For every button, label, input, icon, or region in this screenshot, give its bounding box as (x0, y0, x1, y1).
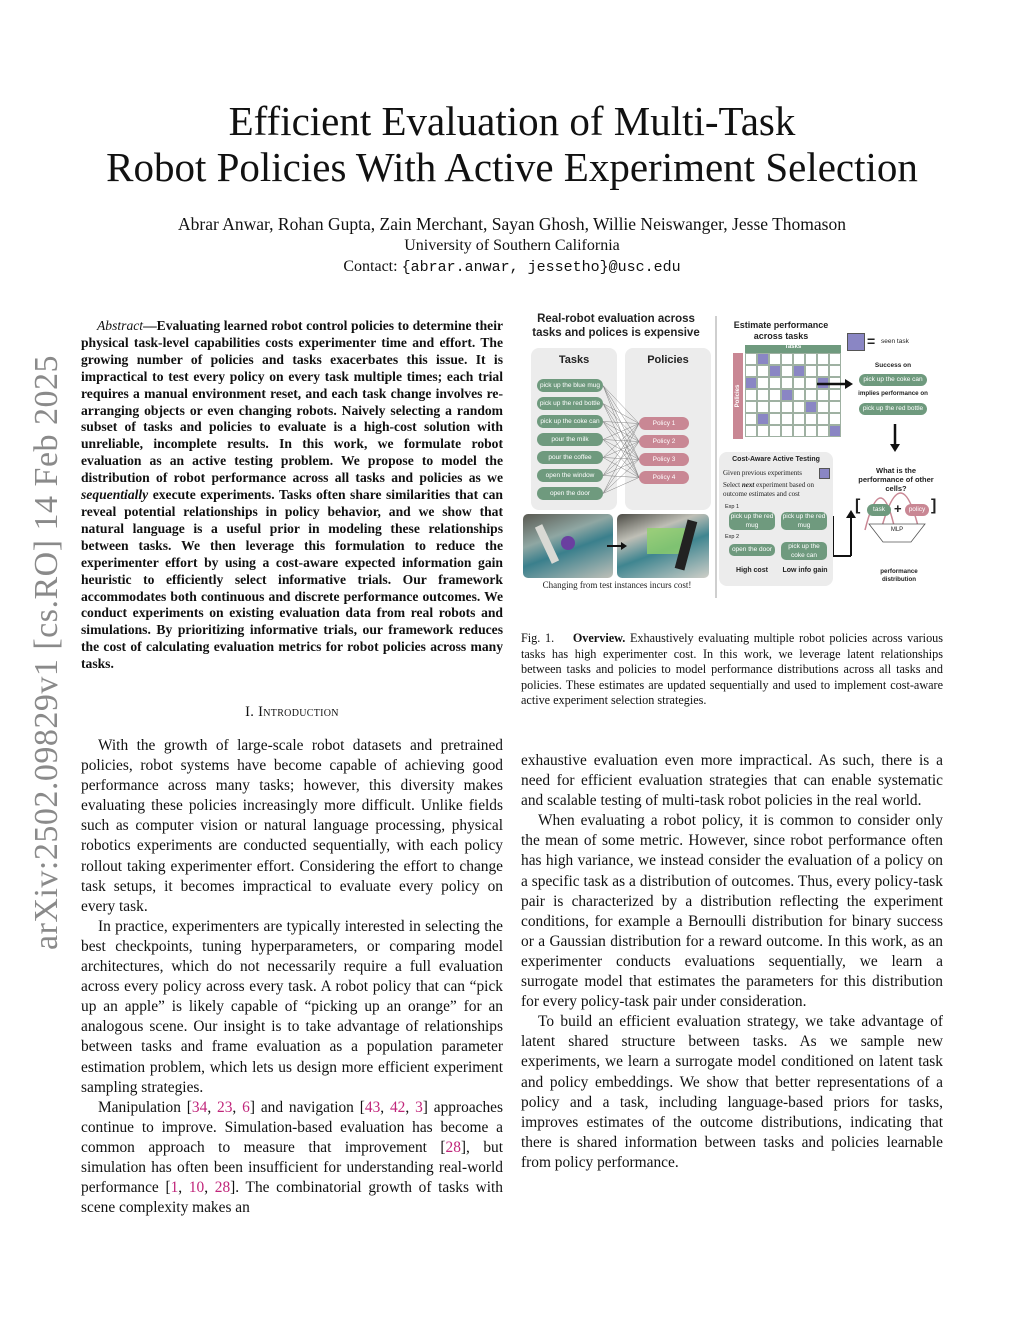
text-run: , (405, 1098, 416, 1116)
select-text-b: experiment based on outcome estimates and cost (723, 481, 814, 498)
policy-embedding: policy (905, 504, 929, 516)
author-list: Abrar Anwar, Rohan Gupta, Zain Merchant, Sayan Ghosh, Willie Neiswanger, Jesse Thomason (178, 214, 846, 234)
right-paragraph-1: exhaustive evaluation even more impractical. As such, there is a need for efficient evaluation strategies that can enable systematic and scalable testing of multi-task robot policies in the real world. (521, 752, 943, 810)
task-embedding: task (867, 504, 891, 516)
citation-link[interactable]: 34 (191, 1098, 208, 1116)
text-run: , (204, 1179, 215, 1197)
title-line-1: Efficient Evaluation of Multi-Task (228, 98, 796, 144)
legend-equals: = (867, 333, 876, 349)
task-pill: pour the coffee (537, 451, 603, 464)
policy-pill: Policy 1 (639, 417, 689, 430)
paper-title (80, 98, 944, 190)
text-run: ], but simulation has often been insufficient for understanding real-world performance [ (81, 1138, 504, 1197)
given-label: Given previous experiments (723, 469, 802, 477)
caption-label: Fig. 1. (521, 631, 555, 645)
text-run: Manipulation [ (98, 1098, 192, 1116)
abstract-dash: — (143, 318, 157, 333)
abstract (81, 318, 503, 673)
exp1-right-pill: pick up the red mug (782, 513, 826, 529)
policy-pill: Policy 3 (639, 453, 689, 466)
exp2-right-pill: pick up the coke can (781, 542, 827, 560)
caption-text: Exhaustively evaluating multiple robot policies across various tasks has high experimenter cost. In this work, we leverage latent relationships between tasks and policies to model performance distributions across all tasks and policies. These estimates are updated sequentially and used to implement cost-aware active experiment selection strategies. (521, 631, 944, 708)
citation-link[interactable]: 43 (364, 1098, 381, 1116)
figure-1-overview (521, 306, 951, 606)
caption-bold: Overview. (572, 631, 626, 645)
exp1-label: Exp 1 (725, 504, 740, 510)
citation-link[interactable]: 28 (445, 1138, 461, 1156)
exp2-left-pill: open the door (729, 544, 775, 556)
task-pill: pick up the coke can (537, 415, 603, 428)
affiliation: University of Southern California (404, 237, 620, 254)
section-numeral: I. (245, 704, 259, 720)
intro-right-column (521, 751, 943, 1173)
photo-caption: Changing from test instances incurs cost! (542, 580, 692, 590)
figure-left-title: Real-robot evaluation across tasks and polices is expensive (532, 313, 700, 339)
exp1-left-pill: pick up the red mug (730, 513, 774, 529)
text-run: ]. The combinatorial growth of tasks with scene complexity makes an (81, 1179, 503, 1217)
text-run: ] and navigation [ (249, 1098, 365, 1116)
question-label: What is the performance of other cells? (858, 466, 934, 493)
intro-paragraph-3 (81, 1098, 503, 1219)
intro-left-column (81, 736, 503, 1218)
grid-title: Estimate performance across tasks (733, 320, 829, 341)
policy-pill: Policy 4 (639, 471, 689, 484)
cost-aware-title: Cost-Aware Active Testing (732, 456, 820, 463)
task-pill: open the door (537, 487, 603, 500)
intro-paragraph-1: With the growth of large-scale robot datasets and pretrained policies, robot systems have become capable of achieving good performance across many tasks; however, this diversity makes evaluating these policies increasingly more difficult. Unlike fields such as computer vision or natural language processing, physical robotics experiments are conducted sequentially, with each policy rollout taking experimenter effort. Considering the effort to change task setups, it becomes impractical to evaluate every policy on every task. (81, 737, 503, 915)
text-run: ] approaches continue to improve. Simulation-based evaluation has become a common approach to measure that improvement [ (81, 1098, 504, 1156)
mlp-label: MLP (890, 527, 904, 533)
policies-header: Policies (647, 354, 689, 366)
mlp-shape (867, 522, 927, 544)
right-paragraph-2: When evaluating a robot policy, it is common to consider only the mean of some metric. However, since robot performance often has high variance, we instead consider the evaluation of a policy on a specific task as a distribution of outcomes. Thus, every policy-task pair is characterized by a distribution reflecting the experiment conditions, for example a Bernoulli distribution for binary success or a Gaussian distribution for a reward outcome. In this work, as an experimenter conducts evaluations sequentially, we learn a surrogate model that estimates the parameters for this distribution for every policy-task pair under consideration. (521, 812, 943, 1011)
success-task-pill: pick up the coke can (859, 374, 927, 386)
task-pill: pour the milk (537, 433, 603, 446)
task-pill: open the window (537, 469, 603, 482)
task-pill: pick up the red bottle (537, 397, 603, 410)
right-paragraph-3: To build an efficient evaluation strategy, we take advantage of latent shared structure between tasks. As we sample new experiments, we learn a surrogate model conditioned on latent task and policy embeddings. We show that better representations of a policy and a task, including language-based priors for tasks, improves estimates of the outcome distributions, indicating that there is shared information between tasks and policies learnable from policy performance. (521, 1013, 943, 1171)
section-heading-introduction (81, 704, 503, 721)
citation-link[interactable]: 6 (242, 1098, 250, 1116)
contact-line (80, 257, 944, 278)
citation-link[interactable]: 23 (217, 1098, 233, 1116)
grid-policies-label: Policies (735, 384, 741, 408)
legend-label: seen task (881, 338, 909, 345)
abstract-lead: Abstract (97, 318, 144, 333)
figure-1-caption (521, 631, 943, 709)
citation-link[interactable]: 42 (389, 1098, 406, 1116)
bracket-open-icon: [ (855, 497, 861, 514)
select-label (723, 481, 831, 498)
citation-link[interactable]: 1 (170, 1179, 179, 1197)
implies-label: implies performance on (858, 390, 928, 397)
exp2-label: Exp 2 (725, 534, 740, 540)
intro-paragraph-2: In practice, experimenters are typically interested in selecting the best checkpoints, tuning hyperparameters, or comparing model architectures, which do not necessarily require a full evaluation across every policy across every task. A robot policy that can “pick up an apple” is likely capable of “picking up an orange” for an analogous scene. Our insight is to take advantage of relationships between tasks and frame evaluation as a population parameter estimation problem, which lets us design more efficient experiment sampling strategies. (81, 917, 503, 1096)
text-run: , (207, 1098, 218, 1116)
abstract-part-1: Evaluating learned robot control policies to determine their physical task-level capabilities costs experimenter time and effort. The growing number of policies and tasks exacerbates this issue. It is impractical to test every policy on every task multiple times; each trial requires a manual environment reset, and each task change involves re-arranging objects or even changing robots. Naively selecting a random subset of tasks and policies to evaluate is a high-cost solution with unreliable, incomplete results. In this work, we formulate robot evaluation as an active testing problem. We propose to model the distribution of robot performance across all tasks and policies as we (81, 318, 503, 486)
text-run: , (232, 1098, 243, 1116)
text-run: , (380, 1098, 390, 1116)
contact-email[interactable]: {abrar.anwar, jessetho}@usc.edu (401, 259, 681, 276)
abstract-part-2: execute experiments. Tasks often share similarities that can reveal potential relationships in policy behavior, and we show that natural language is a useful prior in modeling these relationships between tasks. We then leverage this formulation to reduce the experimenter effort by using a cost-aware expected information gain heuristic to efficiently select informative trials. Our framework accommodates both continuous and discrete performance outcomes. We conduct experiments on existing evaluation data from real robots and simulations. By prioritizing informative trials, our framework reduces the cost of calculating evaluation metrics for robot policies across many tasks. (81, 487, 503, 672)
bracket-close-icon: ] (931, 497, 937, 514)
text-run: , (178, 1179, 189, 1197)
select-text-next: next (741, 481, 755, 489)
select-text-a: Select (723, 481, 742, 489)
contact-label: Contact: (343, 258, 402, 275)
grid-tasks-label: Tasks (784, 344, 802, 350)
implied-task-pill: pick up the red bottle (859, 403, 927, 415)
abstract-emphasis: sequentially (81, 487, 149, 503)
low-info-label: Low info gain (782, 567, 828, 574)
tasks-header: Tasks (558, 354, 590, 366)
citation-link[interactable]: 28 (214, 1179, 231, 1197)
citation-link[interactable]: 10 (188, 1179, 205, 1197)
section-title: Introduction (258, 704, 339, 720)
given-swatch (819, 468, 830, 479)
high-cost-label: High cost (736, 567, 768, 574)
plus-icon: + (894, 501, 902, 516)
citation-link[interactable]: 3 (415, 1098, 423, 1116)
performance-distribution-label: performance distribution (880, 568, 918, 583)
success-on-label: Success on (874, 362, 912, 369)
task-pill: pick up the blue mug (537, 379, 603, 392)
title-line-2: Robot Policies With Active Experiment Selection (106, 144, 918, 190)
arxiv-identifier[interactable]: arXiv:2502.09829v1 [cs.RO] 14 Feb 2025 (28, 354, 65, 950)
policy-pill: Policy 2 (639, 435, 689, 448)
